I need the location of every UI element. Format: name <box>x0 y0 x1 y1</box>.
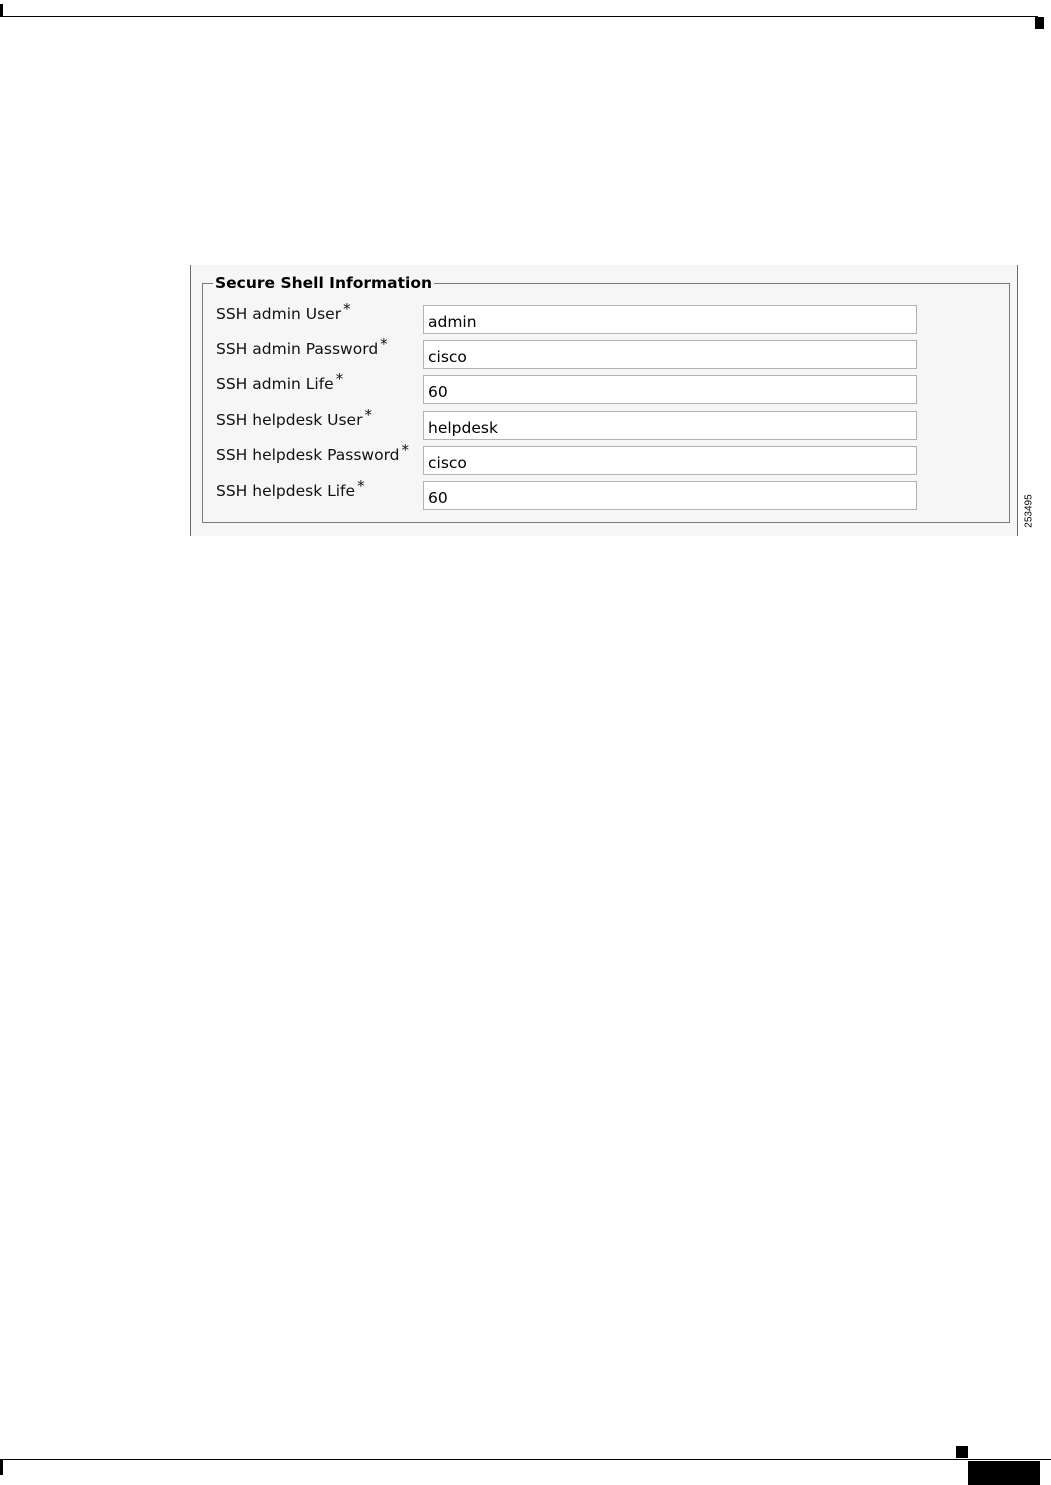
header-marker <box>1035 17 1044 29</box>
figure-number <box>1022 487 1036 535</box>
header-rule <box>0 16 1038 17</box>
footer-left-tick <box>0 1460 3 1475</box>
ssh-helpdesk-password-label <box>216 441 410 464</box>
required-asterisk: * <box>343 300 351 318</box>
ssh-admin-password-input[interactable]: cisco <box>423 340 917 369</box>
ssh-helpdesk-life-label <box>216 477 365 500</box>
field-label-text: SSH admin User <box>216 305 342 323</box>
ssh-admin-user-label <box>216 300 351 323</box>
footer-marker <box>956 1446 968 1458</box>
required-asterisk: * <box>364 406 372 424</box>
required-asterisk: * <box>401 441 410 459</box>
required-asterisk: * <box>380 335 388 353</box>
field-label-text: SSH admin Password <box>216 340 379 358</box>
required-asterisk: * <box>335 370 344 388</box>
ssh-admin-life-input[interactable]: 60 <box>423 375 917 404</box>
field-label-text: SSH admin Life <box>216 375 334 393</box>
ssh-helpdesk-password-input[interactable]: cisco <box>423 446 917 475</box>
field-label-text: SSH helpdesk Password <box>216 446 400 464</box>
figure-screenshot <box>190 265 1018 536</box>
ssh-admin-user-input[interactable]: admin <box>423 305 917 334</box>
figure-number-text: 253495 <box>1023 494 1035 528</box>
footer-rule <box>0 1459 1051 1460</box>
ssh-helpdesk-user-label <box>216 406 372 429</box>
page-number-tab <box>968 1461 1040 1485</box>
ssh-admin-password-label <box>216 335 388 358</box>
required-asterisk: * <box>357 477 365 495</box>
field-label-text: SSH helpdesk Life <box>216 482 356 500</box>
ssh-helpdesk-life-input[interactable]: 60 <box>423 481 917 510</box>
field-label-text: SSH helpdesk User <box>216 411 363 429</box>
fieldset-legend: Secure Shell Information <box>215 274 433 292</box>
ssh-helpdesk-user-input[interactable]: helpdesk <box>423 411 917 440</box>
ssh-admin-life-label <box>216 370 344 393</box>
